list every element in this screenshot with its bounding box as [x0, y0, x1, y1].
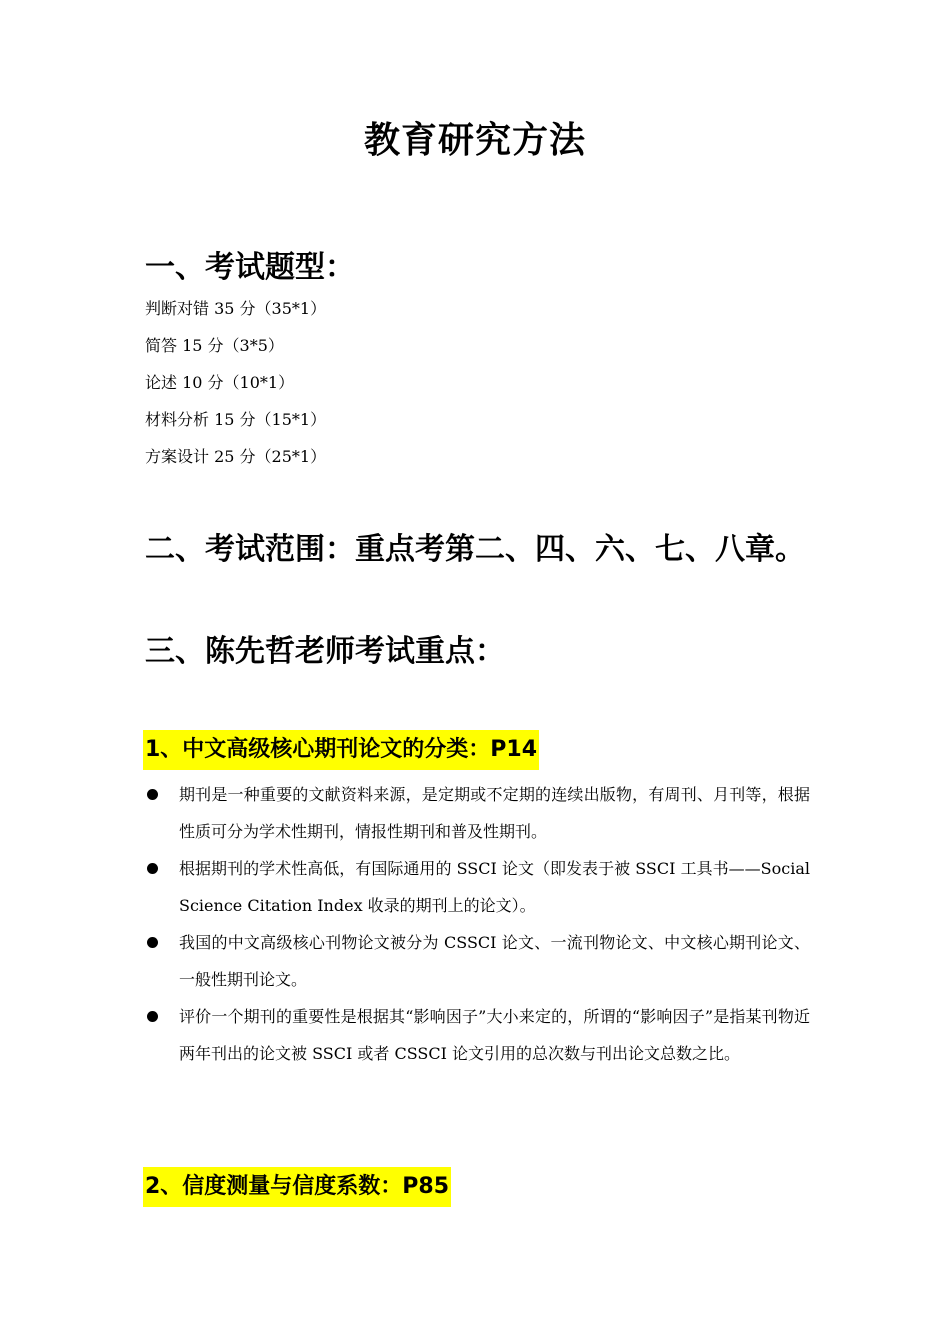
bullet-icon — [147, 937, 158, 948]
list-item-text: 根据期刊的学术性高低，有国际通用的 SSCI 论文（即发表于被 SSCI 工具书——Social Science Citation Index 收录的期刊上的论文）。 — [179, 859, 810, 915]
list-item — [145, 924, 810, 998]
exam-type-item: 方案设计 25 分（25*1） — [145, 447, 327, 466]
list-item — [145, 776, 810, 850]
exam-type-item: 简答 15 分（3*5） — [145, 336, 284, 355]
journal-bullet-list — [145, 776, 810, 1072]
exam-type-item: 论述 10 分（10*1） — [145, 373, 295, 392]
list-item-text: 评价一个期刊的重要性是根据其“影响因子”大小来定的，所谓的“影响因子”是指某刊物近两年刊出的论文被 SSCI 或者 CSSCI 论文引用的总次数与刊出论文总数之比。 — [179, 1007, 810, 1063]
list-item-text: 我国的中文高级核心刊物论文被分为 CSSCI 论文、一流刊物论文、中文核心期刊论文、一般性期刊论文。 — [179, 933, 810, 989]
exam-type-item: 材料分析 15 分（15*1） — [145, 410, 327, 429]
exam-type-item: 判断对错 35 分（35*1） — [145, 299, 327, 318]
subsection-heading-journal-classification: 1、中文高级核心期刊论文的分类：P14 — [143, 730, 539, 770]
subsection-heading-reliability: 2、信度测量与信度系数：P85 — [143, 1167, 451, 1207]
section-heading-exam-types: 一、考试题型： — [145, 250, 355, 285]
document-title: 教育研究方法 — [363, 120, 586, 161]
list-item — [145, 850, 810, 924]
section-heading-exam-scope: 二、考试范围：重点考第二、四、六、七、八章。 — [145, 532, 805, 567]
bullet-icon — [147, 789, 158, 800]
bullet-icon — [147, 863, 158, 874]
section-heading-key-points: 三、陈先哲老师考试重点： — [145, 634, 505, 669]
bullet-icon — [147, 1011, 158, 1022]
list-item — [145, 998, 810, 1072]
list-item-text: 期刊是一种重要的文献资料来源，是定期或不定期的连续出版物，有周刊、月刊等，根据性质可分为学术性期刊，情报性期刊和普及性期刊。 — [179, 785, 810, 841]
